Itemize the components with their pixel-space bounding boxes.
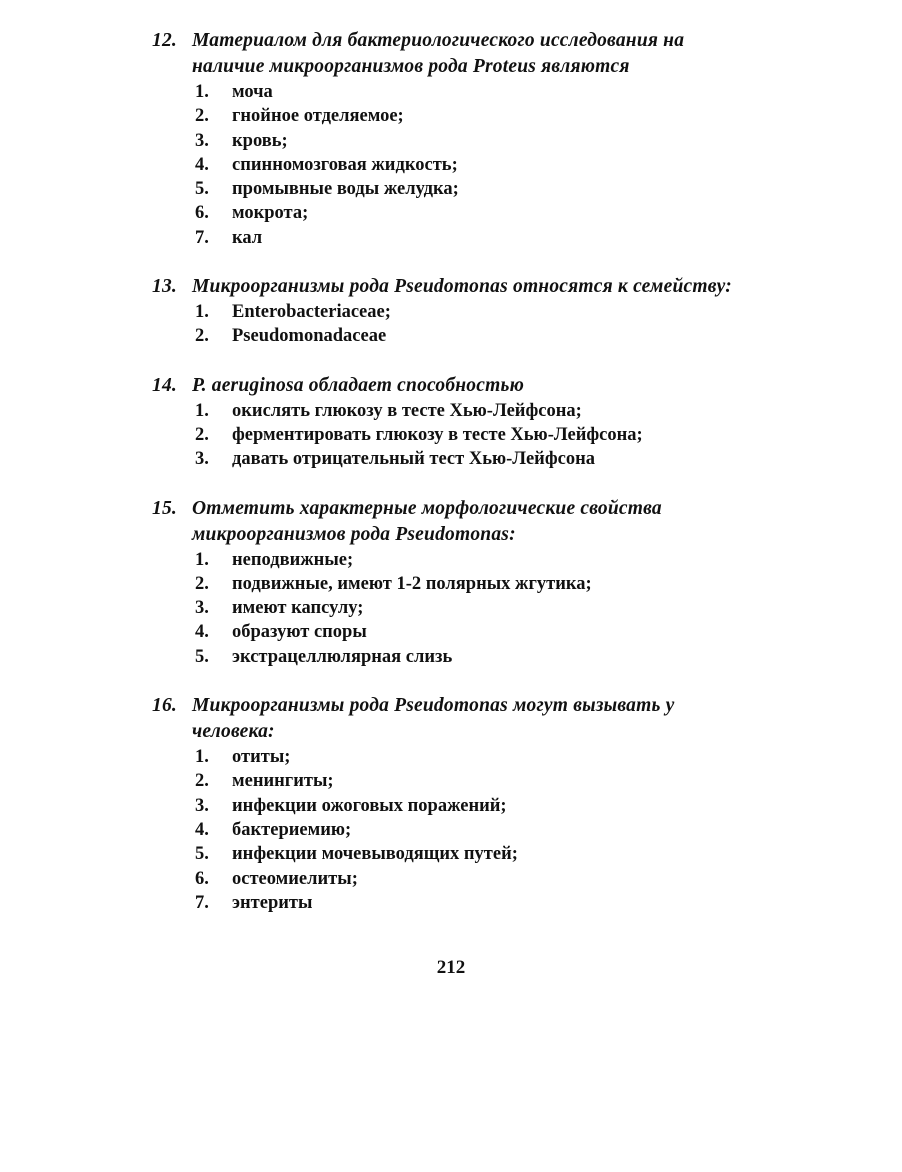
option-text: экстрацеллюлярная слизь bbox=[232, 646, 453, 667]
option-text: ферментировать глюкозу в тесте Хью-Лейфсона; bbox=[232, 424, 643, 445]
question-13 bbox=[152, 274, 752, 349]
answer-option bbox=[152, 891, 752, 915]
answer-option bbox=[152, 300, 752, 324]
answer-option bbox=[152, 129, 752, 153]
question-15 bbox=[152, 496, 752, 669]
question-number: 14. bbox=[152, 374, 177, 396]
answer-option bbox=[152, 177, 752, 201]
answer-option bbox=[152, 447, 752, 471]
option-number: 6. bbox=[195, 203, 209, 224]
option-text: кал bbox=[232, 227, 263, 248]
answer-option bbox=[152, 153, 752, 177]
question-title bbox=[152, 693, 752, 745]
question-title bbox=[152, 28, 752, 80]
question-title bbox=[152, 496, 752, 548]
option-text: неподвижные; bbox=[232, 549, 354, 570]
option-text: моча bbox=[232, 82, 273, 102]
option-text: имеют капсулу; bbox=[232, 598, 364, 619]
option-number: 3. bbox=[195, 598, 209, 619]
answer-option bbox=[152, 324, 752, 348]
option-number: 1. bbox=[195, 400, 209, 421]
option-number: 6. bbox=[195, 868, 209, 889]
question-title bbox=[152, 373, 752, 399]
option-text: спинномозговая жидкость; bbox=[232, 154, 458, 175]
option-text: мокрота; bbox=[232, 203, 309, 224]
page-number: 212 bbox=[436, 957, 466, 978]
answer-options bbox=[152, 80, 752, 250]
option-text: Enterobacteriaceae; bbox=[232, 302, 391, 323]
question-14 bbox=[152, 373, 752, 472]
answer-option bbox=[152, 226, 752, 250]
option-text: давать отрицательный тест Хью-Лейфсона bbox=[232, 449, 595, 470]
option-text: инфекции мочевыводящих путей; bbox=[232, 844, 518, 865]
question-text: P. aeruginosa обладает способностью bbox=[192, 374, 525, 396]
answer-option bbox=[152, 794, 752, 818]
option-text: Pseudomonadaceae bbox=[232, 326, 387, 347]
answer-option bbox=[152, 745, 752, 769]
option-text: кровь; bbox=[232, 130, 288, 151]
answer-option bbox=[152, 769, 752, 793]
question-number: 16. bbox=[152, 695, 177, 717]
option-text: энтериты bbox=[232, 892, 313, 913]
option-text: бактериемию; bbox=[232, 819, 352, 840]
option-number: 3. bbox=[195, 449, 209, 470]
option-number: 5. bbox=[195, 179, 209, 200]
answer-option bbox=[152, 596, 752, 620]
option-number: 4. bbox=[195, 819, 209, 840]
option-text: отиты; bbox=[232, 747, 291, 768]
question-16 bbox=[152, 693, 752, 915]
option-number: 4. bbox=[195, 154, 209, 175]
question-text: Отметить характерные морфологические свойства микроорганизмов рода Pseudomonas: bbox=[192, 497, 662, 545]
option-number: 2. bbox=[195, 771, 209, 792]
option-number: 2. bbox=[195, 424, 209, 445]
question-number: 15. bbox=[152, 497, 177, 519]
option-number: 2. bbox=[195, 326, 209, 347]
answer-option bbox=[152, 201, 752, 225]
answer-options bbox=[152, 399, 752, 472]
answer-option bbox=[152, 104, 752, 128]
option-number: 3. bbox=[195, 130, 209, 151]
option-number: 4. bbox=[195, 622, 209, 643]
question-title bbox=[152, 274, 752, 300]
answer-option bbox=[152, 867, 752, 891]
question-text: Микроорганизмы рода Pseudomonas относятся к семейству: bbox=[192, 276, 732, 298]
option-number: 1. bbox=[195, 82, 209, 102]
option-text: остеомиелиты; bbox=[232, 868, 358, 889]
option-number: 2. bbox=[195, 573, 209, 594]
option-text: гнойное отделяемое; bbox=[232, 106, 404, 127]
option-text: менингиты; bbox=[232, 771, 334, 792]
answer-option bbox=[152, 620, 752, 644]
question-list bbox=[152, 28, 752, 939]
option-number: 7. bbox=[195, 892, 209, 913]
option-number: 7. bbox=[195, 227, 209, 248]
answer-option bbox=[152, 423, 752, 447]
option-number: 5. bbox=[195, 646, 209, 667]
question-text: Микроорганизмы рода Pseudomonas могут вызывать у человека: bbox=[192, 695, 675, 743]
option-text: окислять глюкозу в тесте Хью-Лейфсона; bbox=[232, 400, 582, 421]
answer-option bbox=[152, 645, 752, 669]
answer-option bbox=[152, 80, 752, 104]
option-text: образуют споры bbox=[232, 622, 367, 643]
question-12 bbox=[152, 28, 752, 250]
question-text: Материалом для бактериологического исследования на наличие микроорганизмов рода Proteus являются bbox=[192, 30, 685, 77]
answer-option bbox=[152, 548, 752, 572]
option-number: 3. bbox=[195, 795, 209, 816]
option-number: 2. bbox=[195, 106, 209, 127]
answer-option bbox=[152, 818, 752, 842]
option-number: 1. bbox=[195, 549, 209, 570]
option-text: промывные воды желудка; bbox=[232, 179, 459, 200]
option-text: инфекции ожоговых поражений; bbox=[232, 795, 507, 816]
answer-options bbox=[152, 548, 752, 669]
option-number: 1. bbox=[195, 302, 209, 323]
option-text: подвижные, имеют 1-2 полярных жгутика; bbox=[232, 573, 592, 594]
answer-option bbox=[152, 399, 752, 423]
option-number: 1. bbox=[195, 747, 209, 768]
option-number: 5. bbox=[195, 844, 209, 865]
answer-option bbox=[152, 572, 752, 596]
answer-option bbox=[152, 842, 752, 866]
answer-options bbox=[152, 745, 752, 915]
answer-options bbox=[152, 300, 752, 349]
question-number: 13. bbox=[152, 276, 177, 298]
question-number: 12. bbox=[152, 30, 177, 51]
